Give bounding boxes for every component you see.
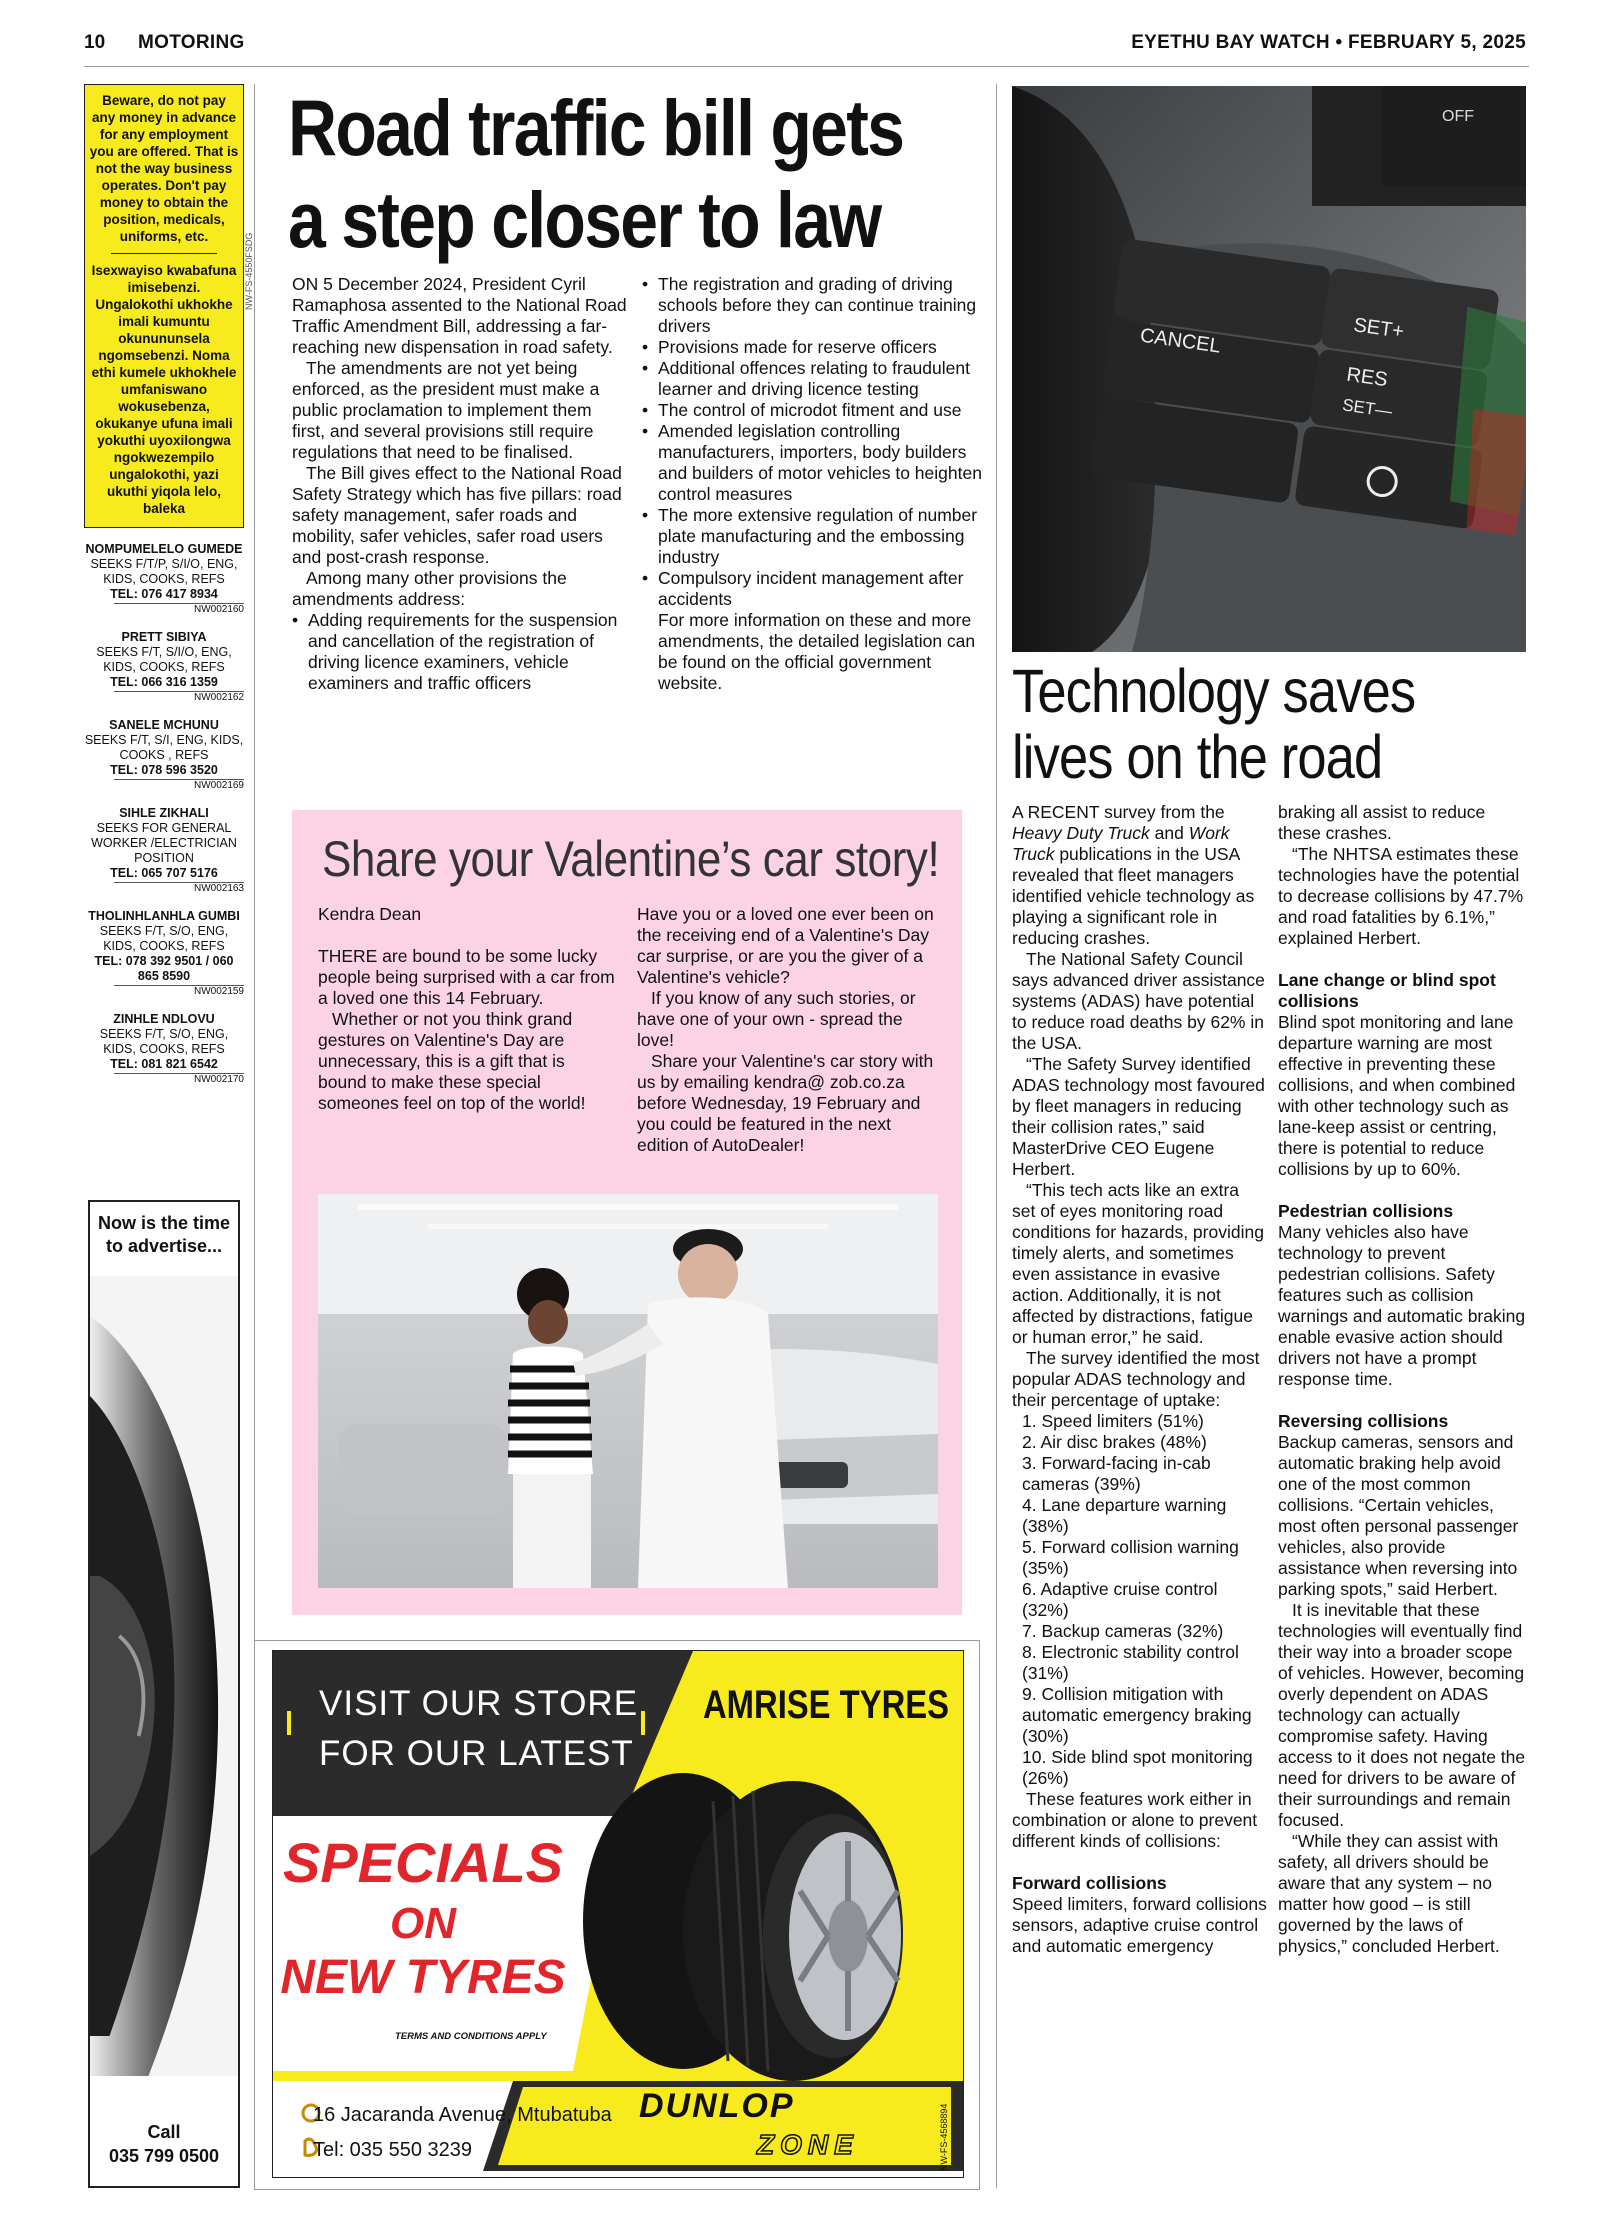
paragraph: The National Safety Council says advanced driver assistance systems (ADAS) have potential to reduce road deaths by 62% in the USA. [1012,949,1265,1053]
paragraph: The survey identified the most popular ADAS technology and their percentage of uptake: [1012,1348,1260,1410]
headline-line: Road traffic bill gets [288,83,904,172]
paragraph: For more information on these and more amendments, the detailed legislation can be found on the official government website. [658,610,976,693]
paragraph-text: A RECENT survey from the [1012,802,1225,822]
paragraph: Many vehicles also have technology to prevent pedestrian collisions. Safety features such as collision warnings and automatic braking enable evasive action should drivers not have a prompt response time. [1278,1222,1526,1389]
classified-ad [84,806,244,895]
classified-name: NOMPUMELELO GUMEDE [85,542,243,556]
paragraph: “This tech acts like an extra set of eyes monitoring road conditions for hazards, providing timely alerts, and sometimes even assistance in evasive action. Additionally, it is not affected by distractions, fatigue or human error,” he said. [1012,1180,1264,1347]
paragraph: Whether or not you think grand gestures on Valentine's Day are unnecessary, this is a gift that is bound to make these special someones feel on top of the world! [318,1009,586,1113]
wheel-cancel-label: CANCEL [1138,324,1223,358]
bullet-item: • The more extensive regulation of number plate manufacturing and the embossing industry [642,505,982,568]
wheel-setminus-label: SET— [1341,395,1394,422]
subheading: Reversing collisions [1278,1411,1449,1431]
warning-zulu: Isexwayiso kwabafuna imisebenzi. Ungalokothi ukhokhe imali kumuntu okunununsela ngomsebenzi. Noma ethi kumele ukhokhele umfaniswano wokusebenza, okukanye ufuna imali yokuthi uyoxilongwa ngokwezempilo ungalokothi, yazi ukuthi yiqola lelo, baleka [91,263,237,516]
classified-details: SEEKS F/T, S/O, ENG, KIDS, COOKS, REFS [99,1027,229,1056]
article-headline [1012,658,1459,790]
paragraph: ON 5 December 2024, President Cyril Ramaphosa assented to the National Road Traffic Amendment Bill, addressing a far-reaching new dispensation in road safety. [292,274,627,357]
classified-details: SEEKS F/T, S/I, ENG, KIDS, COOKS , REFS [84,733,244,762]
advertise-call [90,2120,238,2168]
paragraph: THERE are bound to be some lucky people being surprised with a car from a loved one this 14 February. [318,946,615,1008]
list-item: 3. Forward-facing in-cab cameras (39%) [1022,1453,1211,1494]
column-rule [996,84,997,2188]
paragraph: If you know of any such stories, or have one of your own - spread the love! [637,988,916,1050]
list-item: 5. Forward collision warning (35%) [1022,1537,1239,1578]
header-rule [84,66,1529,67]
bullet-item: • Adding requirements for the suspension and cancellation of the registration of driving licence examiners, vehicle examiners and traffic officers [292,610,627,694]
classified-ad [84,630,244,704]
article-column [1012,802,1267,1957]
headline-line: a step closer to law [288,175,881,264]
classified-tel: TEL: 078 596 3520 [110,763,218,777]
list-item: 2. Air disc brakes (48%) [1022,1432,1207,1452]
bullet-item: • Amended legislation controlling manufacturers, importers, body builders and builders of motor vehicles to heighten control measures [642,421,982,505]
publication-name: Work Truck [1012,823,1230,864]
valentine-title: Share your Valentine’s car story! [322,831,940,887]
ad-tel: Tel: 035 550 3239 [313,2139,473,2161]
classified-tel: TEL: 065 707 5176 [110,866,218,880]
article-headline [288,82,904,266]
advertise-call-label: Call [147,2122,181,2142]
ad-visit-line: VISIT OUR STORE [319,1684,639,1723]
list-item: 1. Speed limiters (51%) [1022,1411,1204,1431]
ad-visit-store [319,1679,638,1779]
classified-details: SEEKS FOR GENERAL WORKER /ELECTRICIAN POSITION [91,821,237,865]
ad-code: NW-FS-4568894 [939,2103,949,2171]
classified-details: SEEKS F/T, S/I/O, ENG, KIDS, COOKS, REFS [96,645,232,674]
paragraph-text: publications in the USA revealed that fleet managers identified vehicle technology as playing a significant role in reducing crashes. [1012,844,1255,948]
paragraph: These features work either in combination or alone to prevent different kinds of collisions: [1012,1789,1258,1851]
wheel-res-label: RES [1345,363,1389,392]
subheading: Pedestrian collisions [1278,1201,1454,1221]
list-item: 6. Adaptive cruise control (32%) [1022,1579,1218,1620]
classified-details: SEEKS F/T/P, S/I/O, ENG, KIDS, COOKS, REFS [90,557,238,586]
list-item: 10. Side blind spot monitoring (26%) [1022,1747,1253,1788]
paragraph: Share your Valentine's car story with us by emailing kendra@ zob.co.za before Wednesday, 19 February and you could be featured in the next edition of AutoDealer! [637,1051,934,1155]
headline-line: Technology saves [1012,657,1416,725]
paragraph: The Bill gives effect to the National Road Safety Strategy which has five pillars: road safety management, safer roads and mobility, safer vehicles, safer road users and post-crash response. [292,463,622,567]
vertical-ad-code: NW-FS-4550FSDG [244,232,254,310]
paragraph: The amendments are not yet being enforced, as the president must make a public proclamation to implement them first, and several provisions still require regulations that need to be finalised. [292,358,600,462]
ad-visit-line: FOR OUR LATEST [319,1734,634,1773]
bullet-item: • Additional offences relating to fraudulent learner and driving licence testing [642,358,982,400]
steering-wheel-illustration [90,1276,238,2076]
column-rule [254,84,255,1644]
paragraph: Backup cameras, sensors and automatic braking help avoid one of the most common collisions. “Certain vehicles, most often personal passenger vehicles, also provide assistance when reversing into parking spots,” said Herbert. [1278,1432,1519,1599]
classified-tel: TEL: 066 316 1359 [110,675,218,689]
advertise-box [88,1200,240,2188]
classifieds-column [84,84,244,1086]
ad-on: ON [390,1899,456,1948]
warning-box [84,84,244,528]
paragraph-text: and [1149,823,1189,843]
valentine-column [318,904,618,1114]
classified-name: ZINHLE NDLOVU [113,1012,215,1026]
paragraph [1012,802,1267,949]
ad-specials: SPECIALS [282,1831,564,1894]
classified-tel: TEL: 076 417 8934 [110,587,218,601]
article-column [642,274,982,694]
classified-tel: TEL: 078 392 9501 / 060 865 8590 [94,954,234,983]
ad-new-tyres: NEW TYRES [280,1951,566,2004]
classified-name: PRETT SIBIYA [121,630,207,644]
list-item: 4. Lane departure warning (38%) [1022,1495,1227,1536]
spacer [1278,1390,1528,1411]
dunlop-logo: DUNLOP [639,2087,795,2125]
advertise-phone: 035 799 0500 [108,2146,220,2166]
spacer [1278,1180,1528,1201]
spacer [1278,949,1528,970]
ad-address: 16 Jacaranda Avenue, Mtubatuba [313,2104,612,2126]
classified-ad [84,1012,244,1086]
advertise-heading: Now is the time to advertise... [97,1213,231,1256]
classified-name: THOLINHLANHLA GUMBI [88,909,240,923]
paragraph: Speed limiters, forward collisions sensors, adaptive cruise control and automatic emergency [1012,1894,1267,1956]
classified-code: NW002160 [114,603,244,616]
paragraph: Blind spot monitoring and lane departure warning are most effective in preventing these collisions, and when combined with other technology such as lane-keep assist or centring, there is potential to reduce collisions by up to 60%. [1278,1012,1516,1179]
page-number: 10 [84,32,106,53]
classified-code: NW002159 [114,985,244,998]
adas-list [1012,1411,1267,1789]
classified-code: NW002163 [114,882,244,895]
paragraph: Among many other provisions the amendments address: [292,568,567,609]
publication-name: Heavy Duty Truck [1012,823,1150,843]
spacer [318,925,618,946]
classified-tel: TEL: 081 821 6542 [110,1057,218,1071]
paragraph: It is inevitable that these technologies will eventually find their way into a broader scope of vehicles. However, becoming overly dependent on ADAS technology can actually compromise safety. Having access to it does not negate the need for drivers to be aware of their surroundings and remain focused. [1278,1600,1526,1830]
warning-english: Beware, do not pay any money in advance for any employment you are offered. That is not the way business operates. Don't pay money to obtain the position, medicals, uniforms, etc. [89,93,239,244]
bullet-item: • Provisions made for reserve officers [642,337,982,358]
classified-ad [84,718,244,792]
bullet-item: • The registration and grading of driving schools before they can continue training drivers [642,274,982,337]
warning-divider [111,253,217,254]
ad-terms: TERMS AND CONDITIONS APPLY [395,2031,547,2042]
ad-brand: AMRISE TYRES [703,1683,950,1727]
publication-date: EYETHU BAY WATCH • FEBRUARY 5, 2025 [1131,32,1526,53]
steering-wheel-photo [1012,86,1526,652]
paragraph: “The Safety Survey identified ADAS technology most favoured by fleet managers in reducing their collision rates,” said MasterDrive CEO Eugene Herbert. [1012,1054,1265,1179]
byline: Kendra Dean [318,904,422,924]
paragraph: Have you or a loved one ever been on the receiving end of a Valentine's Day car surprise, or are you the giver of a Valentine's vehicle? [637,904,934,987]
classified-details: SEEKS F/T, S/O, ENG, KIDS, COOKS, REFS [99,924,229,953]
classified-name: SIHLE ZIKHALI [119,806,209,820]
classified-name: SANELE MCHUNU [109,718,219,732]
subheading: Forward collisions [1012,1873,1167,1893]
list-item: 8. Electronic stability control (31%) [1022,1642,1239,1683]
bullet-item: • The control of microdot fitment and use [642,400,982,421]
article-column [1278,802,1528,1957]
list-item: 9. Collision mitigation with automatic emergency braking (30%) [1022,1684,1252,1746]
classified-ad [84,909,244,998]
wheel-off-label: OFF [1442,108,1474,125]
article-column [292,274,627,694]
valentine-column [637,904,937,1156]
valentine-panel [292,810,962,1615]
tyre-advert [272,1650,964,2178]
bullet-item: • Compulsory incident management after accidents [642,568,982,610]
spacer [1012,1852,1267,1873]
classified-code: NW002162 [114,691,244,704]
list-item: 7. Backup cameras (32%) [1022,1621,1224,1641]
paragraph: “While they can assist with safety, all drivers should be aware that any system – no matter how good – is still governed by the laws of physics,” concluded Herbert. [1278,1831,1500,1956]
paragraph: braking all assist to reduce these crashes. [1278,802,1486,843]
subheading: Lane change or blind spot collisions [1278,970,1496,1011]
wheel-setplus-label: SET+ [1352,314,1406,343]
headline-line: lives on the road [1012,723,1383,791]
classified-ad [84,542,244,616]
classified-code: NW002170 [114,1073,244,1086]
valentine-photo [318,1194,938,1588]
classified-code: NW002169 [114,779,244,792]
section-name: MOTORING [138,32,245,53]
dunlop-zone: ZONE [757,2129,859,2160]
paragraph: “The NHTSA estimates these technologies have the potential to decrease collisions by 47.7% and road fatalities by 6.1%,” explained Herbert. [1278,844,1524,948]
